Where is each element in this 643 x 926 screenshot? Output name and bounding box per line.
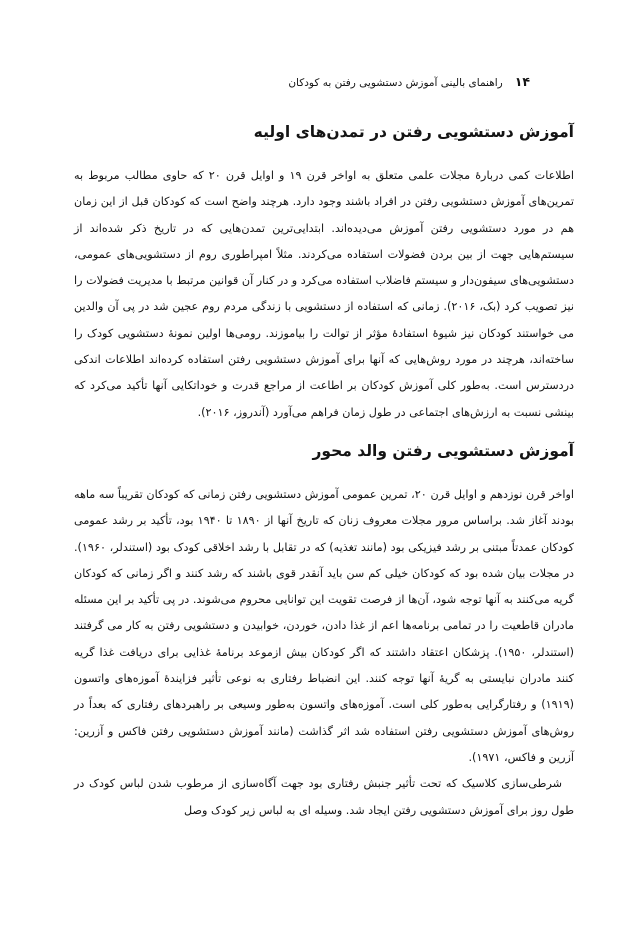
section-early-civilizations — [74, 123, 574, 426]
section-heading: آموزش دستشویی رفتن والد محور — [312, 441, 574, 460]
body-paragraph: اطلاعات کمی دربارهٔ مجلات علمی متعلق به اواخر قرن ۱۹ و اوایل قرن ۲۰ که حاوی مطالب مربوط به تمرین‌های آموزش دستشویی رفتن در افراد باشند وجود دارد. هرچند واضح است که کودکان قبل از این زمان هم در مورد دستشویی رفتن آموزش می‌دیده‌اند. ابتدایی‌ترین تمدن‌هایی که در تاریخ ذکر شده‌اند از سیستم‌هایی جهت از بین بردن فضولات استفاده می‌کردند. مثلاً امپراطوری روم از دستشویی‌های عمومی، دستشویی‌های سیفون‌دار و سیستم فاضلاب استفاده می‌کرد و در کنار آن قوانین مرتبط با مدیریت فضولات را نیز تصویب کرد (بک، ۲۰۱۶). زمانی که استفاده از دستشویی با زندگی مردم روم عجین شد در پی آن والدین می خواستند کودکان نیز شیوهٔ استفادهٔ مؤثر از توالت را بیاموزند. رومی‌ها اولین نمونهٔ دستشویی کودک را ساخته‌اند، هرچند در مورد روش‌هایی که آنها برای آموزش دستشویی رفتن استفاده کرده‌اند اطلاعات اندکی دردسترس است. به‌طور کلی آموزش کودکان بر اطاعت از مراجع قدرت و خوداتکایی آنها تأکید می‌کرد که بینشی نسبت به ارزش‌های اجتماعی در طول زمان فراهم می‌آورد (آندروز، ۲۰۱۶). — [74, 169, 574, 419]
page-number: ۱۴ — [514, 74, 530, 89]
body-paragraph: اواخر قرن نوزدهم و اوایل قرن ۲۰، تمرین عمومی آموزش دستشویی رفتن زمانی که کودکان تقریباً سه ماهه بودند آغاز شد. براساس مرور مجلات معروف زنان که تاریخ آنها از ۱۸۹۰ تا ۱۹۴۰ بود، تأکید بر رشد عمومی کودکان عمدتاً مبتنی بر رشد فیزیکی بود (مانند تغذیه) که در تقابل با رشد اخلاقی کودک بود (استندلر، ۱۹۶۰). در مجلات بیان شده بود که کودکان خیلی کم سن باید آنقدر قوی باشند که رشد کنند و اگر زمانی که کودکان گریه می‌کنند به آنها توجه شود، آن‌ها از فرصت تقویت این توانایی محروم می‌شوند. در پی تأکید بر این مسئله مادران قاطعیت را در تمامی برنامه‌ها اعم از غذا دادن، خوردن، خوابیدن و دستشویی رفتن به کار می گرفتند (استندلر، ۱۹۵۰). پزشکان اعتقاد داشتند که اگر کودکان بیش ازموعد برنامهٔ غذایی برای دریافت غذا گریه کنند مادران نبایستی به گریهٔ آنها توجه کنند. این انضباط رفتاری به نوعی تأثیر فزایندهٔ آموزه‌های واتسون (۱۹۱۹) و رفتارگرایی به‌طور کلی است. آموزه‌های واتسون به‌طور وسیعی بر راهبردهای رفتاری که بعداً در روش‌های آموزش دستشویی رفتن استفاده شد اثر گذاشت (مانند آموزش دستشویی رفتن فاکس و آزرین: آزرین و فاکس، ۱۹۷۱). — [74, 487, 575, 764]
book-page — [74, 74, 574, 824]
running-header — [74, 74, 574, 89]
section-parent-centered — [74, 442, 574, 824]
section-heading: آموزش دستشویی رفتن در تمدن‌های اولیه — [253, 123, 574, 141]
body-paragraph: شرطی‌سازی کلاسیک که تحت تأثیر جنبش رفتاری بود جهت آگاه‌سازی از مرطوب شدن لباس کودک در طول روز برای آموزش دستشویی رفتن ایجاد شد. وسیله ای به لباس زیر کودک وصل — [74, 777, 574, 817]
book-title: راهنمای بالینی آموزش دستشویی رفتن به کودکان — [288, 77, 503, 89]
